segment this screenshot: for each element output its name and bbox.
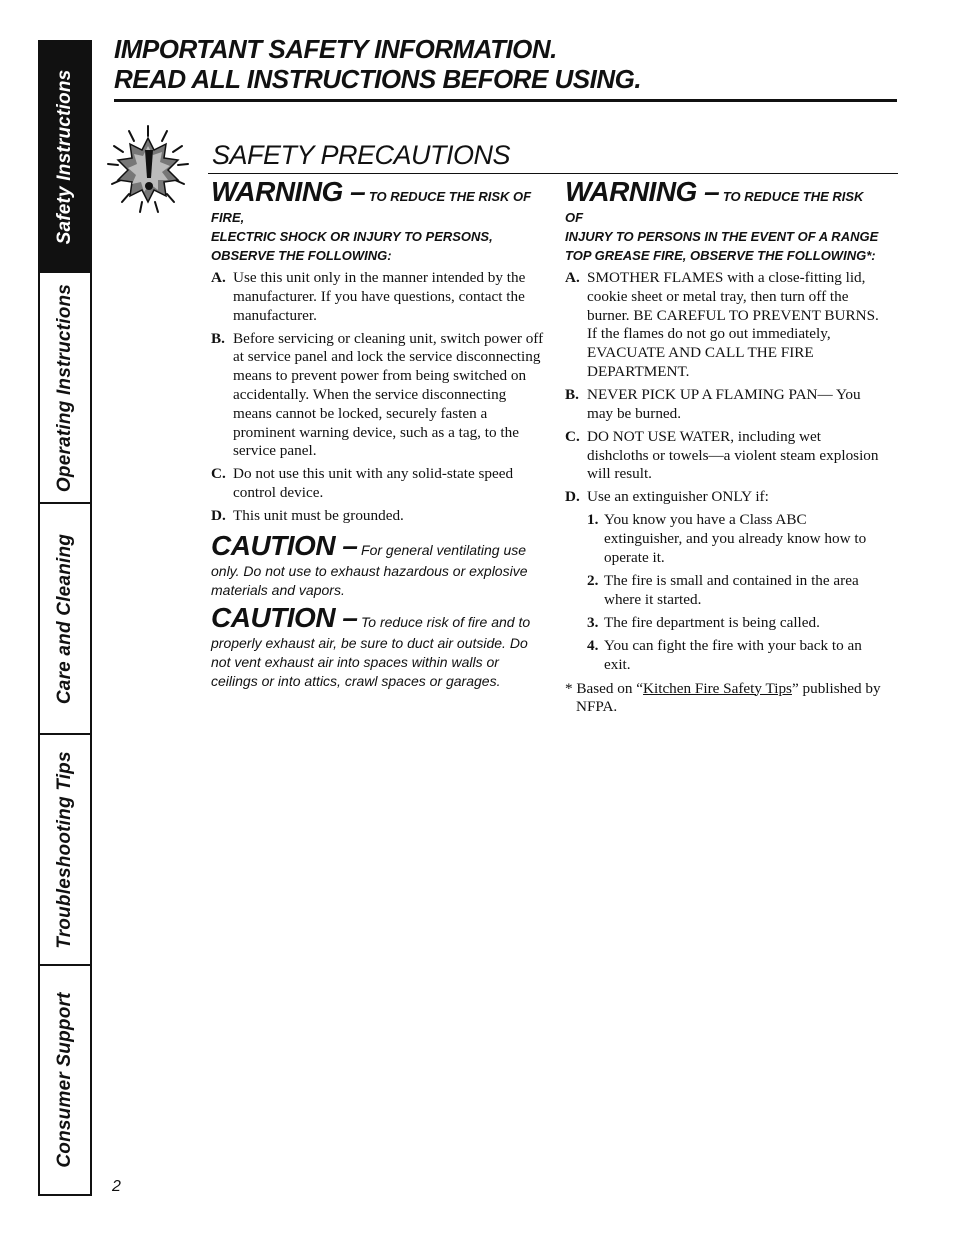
right-column [565, 176, 883, 717]
list-number: 4. [587, 637, 599, 655]
extinguisher-conditions-list [587, 511, 883, 675]
tab-label: Safety Instructions [54, 69, 75, 244]
tab-care-and-cleaning[interactable] [40, 504, 90, 735]
caution-text: For general ventilating use only. Do not use to exhaust hazardous or explosive materials and vapors. [211, 542, 528, 599]
page-title-line-2: READ ALL INSTRUCTIONS BEFORE USING. [114, 64, 642, 94]
list-text: The fire department is being called. [604, 614, 820, 632]
caution-word: CAUTION – [211, 602, 358, 634]
list-text: The fire is small and contained in the area where it started. [604, 572, 859, 608]
list-text: NEVER PICK UP A FLAMING PAN— You may be burned. [587, 385, 861, 422]
list-letter: C. [565, 427, 580, 445]
list-letter: D. [565, 488, 580, 506]
footnote-pre: * Based on “ [565, 679, 644, 697]
list-item [211, 465, 547, 503]
page-title-line-1: IMPORTANT SAFETY INFORMATION. [114, 34, 557, 64]
tab-safety-instructions[interactable] [40, 42, 90, 273]
list-item [565, 428, 883, 484]
caution-text: To reduce risk of fire and to properly exhaust air, be sure to duct air outside. Do not vent exhaust air into spaces within walls or ceilings or into attics, crawl spaces or garages. [211, 614, 531, 690]
title-divider [114, 99, 897, 102]
tab-label: Care and Cleaning [54, 533, 75, 704]
list-text: Do not use this unit with any solid-state speed control device. [233, 465, 514, 502]
footnote-source-title: Kitchen Fire Safety Tips [643, 679, 792, 697]
grease-fire-list [565, 269, 883, 675]
section-sidebar [38, 40, 92, 1196]
list-letter: D. [211, 507, 226, 525]
list-number: 1. [587, 511, 599, 529]
list-number: 3. [587, 614, 599, 632]
warning-rest: INJURY TO PERSONS IN THE EVENT OF A RANGE TOP GREASE FIRE, OBSERVE THE FOLLOWING*: [565, 229, 879, 263]
list-item [565, 269, 883, 382]
list-text: Before servicing or cleaning unit, switch power off at service panel and lock the service disconnecting means to prevent power from being switched on accidentally. When the service disconnecting means cannot be locked, securely fasten a prominent warning device, such as a tag, to the service panel. [233, 329, 544, 460]
list-text: You can fight the fire with your back to an exit. [604, 637, 862, 674]
list-number: 2. [587, 572, 599, 590]
list-item [587, 572, 883, 610]
tab-label: Operating Instructions [54, 283, 75, 492]
list-letter: B. [211, 329, 225, 347]
section-divider [208, 173, 898, 174]
list-item [211, 269, 547, 325]
list-item [565, 488, 883, 675]
list-item [587, 637, 883, 675]
caution-ventilating [211, 530, 547, 600]
list-text: SMOTHER FLAMES with a close-fitting lid, cookie sheet or metal tray, then turn off the burner. BE CAREFUL TO PREVENT BURNS. If the flames do not go out immediately, EVACUATE AND CALL THE FIRE DEPARTMENT. [587, 269, 879, 380]
warning-grease-fire-heading [565, 176, 883, 265]
tab-troubleshooting-tips[interactable] [40, 735, 90, 966]
warning-burst-icon [104, 122, 192, 218]
list-text: DO NOT USE WATER, including wet dishcloths or towels—a violent steam explosion will result. [587, 427, 879, 483]
list-text: This unit must be grounded. [233, 507, 404, 525]
list-item [565, 386, 883, 424]
left-column [211, 176, 547, 691]
list-item [587, 614, 883, 633]
warning-rest: ELECTRIC SHOCK OR INJURY TO PERSONS, OBSERVE THE FOLLOWING: [211, 229, 493, 263]
list-letter: B. [565, 385, 579, 403]
section-title: SAFETY PRECAUTIONS [212, 140, 511, 170]
caution-word: CAUTION – [211, 530, 358, 562]
warning-lead: TO REDUCE THE RISK OF [565, 189, 864, 225]
list-text: You know you have a Class ABC extinguisher, and you already know how to operate it. [604, 511, 867, 566]
footnote [565, 680, 883, 718]
page-title [114, 34, 641, 94]
warning-fire-list [211, 269, 547, 526]
tab-label: Troubleshooting Tips [54, 750, 75, 949]
caution-exhaust [211, 602, 547, 691]
warning-word: WARNING – [211, 176, 366, 207]
warning-word: WARNING – [565, 176, 720, 207]
footnote-post: ” published by NFPA. [576, 679, 881, 716]
warning-lead: TO REDUCE THE RISK OF FIRE, [211, 189, 532, 225]
list-letter: A. [565, 269, 580, 286]
page-number: 2 [112, 1178, 121, 1195]
list-text: Use this unit only in the manner intended by the manufacturer. If you have questions, contact the manufacturer. [233, 269, 526, 324]
tab-consumer-support[interactable] [40, 966, 90, 1194]
tab-label: Consumer Support [54, 992, 75, 1168]
list-item [587, 511, 883, 567]
list-item [211, 507, 547, 526]
list-item [211, 330, 547, 462]
list-letter: C. [211, 465, 226, 483]
tab-operating-instructions[interactable] [40, 273, 90, 504]
list-letter: A. [211, 269, 226, 286]
warning-fire-heading [211, 176, 547, 265]
list-text: Use an extinguisher ONLY if: [587, 488, 769, 506]
